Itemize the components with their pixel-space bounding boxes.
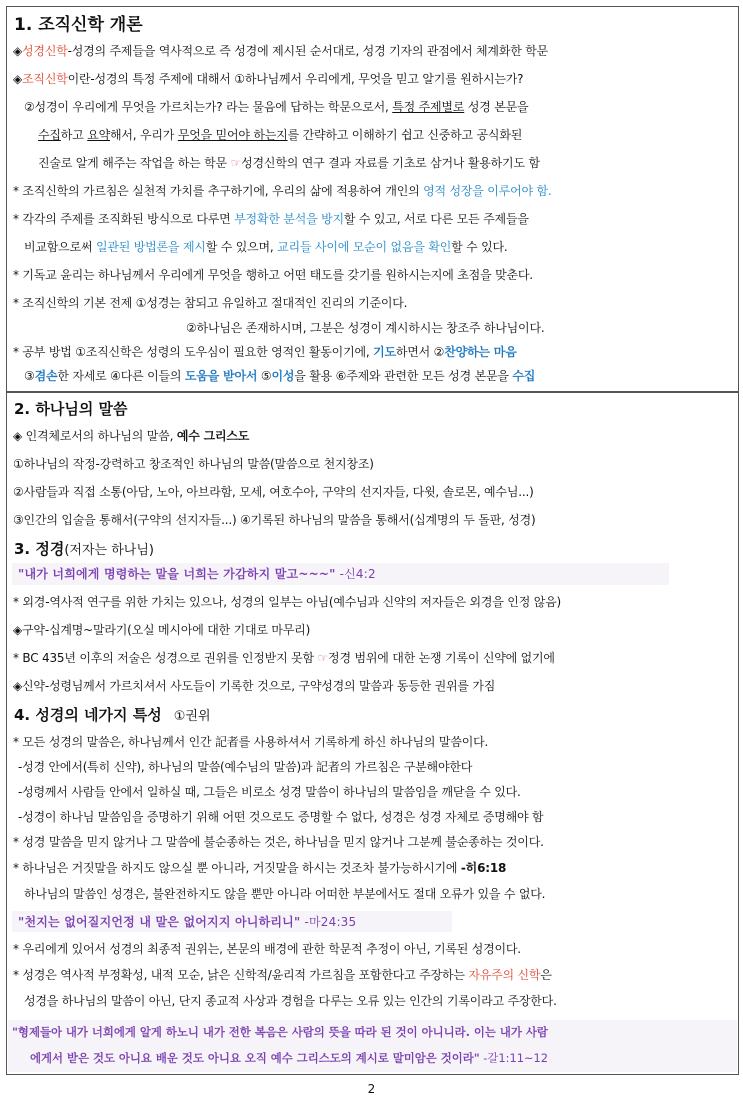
text: * 공부 방법 ①조직신학은 성령의 도우심이 필요한 영적인 활동이기에, [13, 345, 374, 359]
title-text: 3. 정경 [14, 540, 65, 558]
underlined-text: 수집 [38, 128, 61, 142]
canon-after-bc435 [13, 650, 555, 666]
authority-line-4: -성경이 하나님 말씀임을 증명하기 위해 어떤 것으로도 증명할 수 없다, 성경은 성경 자체로 증명해야 함 [18, 810, 544, 824]
text: * BC 435년 이후의 저술은 성경으로 권위를 인정받지 못함 [13, 651, 318, 665]
scripture-quote-matt [18, 914, 356, 930]
underlined-text: 요약 [87, 128, 110, 142]
text: ◈ 인격체로서의 하나님의 말씀, [13, 429, 177, 443]
pointing-hand-icon: ☞ [317, 651, 329, 665]
text: * 하나님은 거짓말을 하지도 않으실 뿐 아니라, 거짓말을 하시는 것조차 불가능하시기에 [13, 861, 461, 875]
text: 진술로 알게 해주는 작업을 하는 학문 [38, 156, 231, 170]
authority-line-1: * 모든 성경의 말씀은, 하나님께서 인간 記者를 사용하셔서 기록하게 하신 하나님의 말씀이다. [13, 735, 489, 749]
authority-line-8: * 우리에게 있어서 성경의 최종적 권위는, 본문의 배경에 관한 학문적 추정이 아닌, 기록된 성경이다. [13, 942, 521, 956]
bullet-basic-premise-1: * 조직신학의 기본 전제 ①성경는 참되고 유일하고 절대적인 진리의 기준이다. [13, 296, 408, 310]
quote-text: 에게서 받은 것도 아니요 배운 것도 아니요 오직 예수 그리스도의 계시로 말미암은 것이라" [30, 1051, 480, 1065]
definition-line-4 [38, 127, 522, 143]
text: 할 수 있다. [451, 240, 508, 254]
quote-reference: -갈1:11~12 [479, 1051, 549, 1065]
bullet-study-method [13, 344, 517, 360]
word-human-lips: ③인간의 입술을 통해서(구약의 선지자들...) ④기록된 하나님의 말씀을 통해서(십계명의 두 돌판, 성경) [13, 513, 536, 527]
scripture-quote-deut [18, 566, 376, 582]
text: 성경신학의 연구 결과 자료를 기초로 삼거나 활용하기도 함 [241, 156, 540, 170]
text: 를 간략하고 이해하기 쉽고 신중하고 공식화된 [287, 128, 523, 142]
bullet-christian-ethics: * 기독교 윤리는 하나님께서 우리에게 무엇을 행하고 어떤 태도를 갖기를 원하시는지에 초점을 맞춘다. [13, 268, 533, 282]
text: 성경 본문을 [464, 100, 529, 114]
highlight-text: 영적 성장을 이루어야 함. [423, 184, 552, 198]
definition-text: 이란-성경의 특정 주제에 대해서 ①하나님께서 우리에게, 무엇을 믿고 알기를 원하시는가? [67, 72, 524, 86]
text: 하고 [60, 128, 88, 142]
page-number: 2 [367, 1082, 376, 1096]
authority-line-6 [13, 860, 506, 876]
word-direct-communication: ②사람들과 직접 소통(아담, 노아, 아브라함, 모세, 여호수아, 구약의 선지자들, 다윗, 솔로몬, 예수님...) [13, 485, 534, 499]
diamond-bullet-icon: ◈ [13, 44, 23, 58]
apocrypha-note: * 외경-역사적 연구를 위한 가치는 있으나, 성경의 일부는 아님(예수님과 신약의 저자들은 외경을 인정 않음) [13, 595, 561, 609]
scripture-reference: -히6:18 [460, 861, 507, 875]
text: 한 자세로 ④다른 이들의 [57, 369, 185, 383]
subtitle-authority: ①권위 [173, 709, 211, 724]
text: 하면서 ② [395, 345, 445, 359]
title-parenthetical: (저자는 하나님) [64, 543, 154, 558]
liberal-theology-term: 자유주의 신학 [468, 968, 541, 982]
section-3-title [14, 539, 154, 561]
text: 해서, 우리가 [110, 128, 178, 142]
title-text: 4. 성경의 네가지 특성 [14, 706, 162, 724]
keyword: 도움을 받아서 [184, 369, 258, 383]
section-1-title: 1. 조직신학 개론 [14, 15, 143, 35]
authority-line-7: 하나님의 말씀인 성경은, 불완전하지도 않을 뿐만 아니라 어떠한 부분에서도 절대 오류가 있을 수 없다. [24, 887, 546, 901]
text: 을 활용 ⑥주제와 관련한 모든 성경 본문을 [294, 369, 513, 383]
section-2-title: 2. 하나님의 말씀 [14, 400, 128, 418]
underlined-text: 특정 주제별로 [392, 100, 465, 114]
keyword: 찬양하는 마음 [444, 345, 517, 359]
definition-biblical-theology [13, 43, 548, 59]
word-as-person [13, 428, 249, 444]
definition-line-5 [38, 155, 540, 171]
highlight-text: 부정확한 분석을 방지 [234, 212, 344, 226]
section-4-title [14, 705, 211, 727]
text: 할 수 있으며, [205, 240, 278, 254]
term-biblical-theology: 성경신학 [22, 44, 68, 58]
definition-text: -성경의 주제들을 역사적으로 즉 성경에 제시된 순서대로, 성경 기자의 관점에서 체계화한 학문 [67, 44, 549, 58]
text: * 성경은 역사적 부정확성, 내적 모순, 낡은 신학적/윤리적 가르침을 포함한다고 주장하는 [13, 968, 469, 982]
underlined-text: 무엇을 믿어야 하는지 [177, 128, 288, 142]
text: 비교함으로써 [24, 240, 96, 254]
text: * 조직신학의 가르침은 실천적 가치를 추구하기에, 우리의 삶에 적용하여 개인의 [13, 184, 424, 198]
text: 정경 범위에 대한 논쟁 기록이 신약에 없기에 [328, 651, 555, 665]
text: * 각각의 주제를 조직화된 방식으로 다루면 [13, 212, 235, 226]
old-testament-note: ◈구약-십계명~말라기(오실 메시아에 대한 기대로 마무리) [13, 623, 311, 637]
definition-systematic-theology [13, 71, 523, 87]
new-testament-note: ◈신약-성령님께서 가르치셔서 사도들이 기록한 것으로, 구약성경의 말씀과 동등한 권위를 가짐 [13, 679, 496, 693]
definition-line-3 [24, 99, 528, 115]
diamond-bullet-icon: ◈ [13, 72, 23, 86]
scripture-quote-gal-line-1: "형제들아 내가 너희에게 알게 하노니 내가 전한 복음은 사람의 뜻을 따라 된 것이 아니니라. 이는 내가 사람 [12, 1025, 548, 1039]
authority-line-10: 성경을 하나님의 말씀이 아닌, 단지 종교적 사상과 경험을 다루는 오류 있는 인간의 기록이라고 주장한다. [24, 994, 557, 1008]
term-systematic-theology: 조직신학 [22, 72, 68, 86]
quote-text: "내가 너희에게 명령하는 말을 너희는 가감하지 말고~~~" [18, 567, 336, 581]
authority-line-3: -성령께서 사람들 안에서 일하실 때, 그들은 비로소 성경 말씀이 하나님의 말씀임을 깨닫을 수 있다. [18, 785, 521, 799]
keyword: 겸손 [34, 369, 58, 383]
text: ⑤ [257, 369, 272, 383]
pointing-hand-icon: ☞ [230, 156, 242, 170]
authority-line-2: -성경 안에서(특히 신약), 하나님의 말씀(예수님의 말씀)과 記者의 가르침은 구분해야한다 [18, 760, 473, 774]
scripture-quote-gal-line-2 [30, 1050, 548, 1066]
text: 할 수 있고, 서로 다른 모든 주제들을 [343, 212, 529, 226]
bullet-basic-premise-2: ②하나님은 존재하시며, 그분은 성경이 계시하시는 창조주 하나님이다. [186, 321, 545, 335]
quote-reference: -마24:35 [300, 915, 357, 929]
authority-line-9 [13, 967, 552, 983]
bullet-organized-approach [13, 211, 529, 227]
keyword: 이성 [271, 369, 295, 383]
quote-text: "천지는 없어질지언정 내 말은 없어지지 아니하리니" [18, 915, 301, 929]
highlight-text: 교리들 사이에 모순이 없음을 확인 [277, 240, 452, 254]
text: 은 [540, 968, 552, 982]
keyword: 수집 [512, 369, 536, 383]
authority-line-5: * 성경 말씀을 믿지 않거나 그 말씀에 불순종하는 것은, 하나님을 믿지 않거나 그분께 불순종하는 것이다. [13, 835, 544, 849]
text: ②성경이 우리에게 무엇을 가르치는가? 라는 물음에 답하는 학문으로서, [24, 100, 393, 114]
bold-text: 예수 그리스도 [176, 429, 250, 443]
highlight-text: 일관된 방법론을 제시 [95, 240, 206, 254]
keyword: 기도 [373, 345, 396, 359]
bullet-study-method-cont [24, 368, 535, 384]
bullet-practical-value [13, 183, 552, 199]
quote-reference: -신4:2 [335, 567, 376, 581]
bullet-organized-approach-cont [24, 239, 508, 255]
text: ③ [24, 369, 35, 383]
word-decree: ①하나님의 작정-강력하고 창조적인 하나님의 말씀(말씀으로 천지창조) [13, 457, 374, 471]
